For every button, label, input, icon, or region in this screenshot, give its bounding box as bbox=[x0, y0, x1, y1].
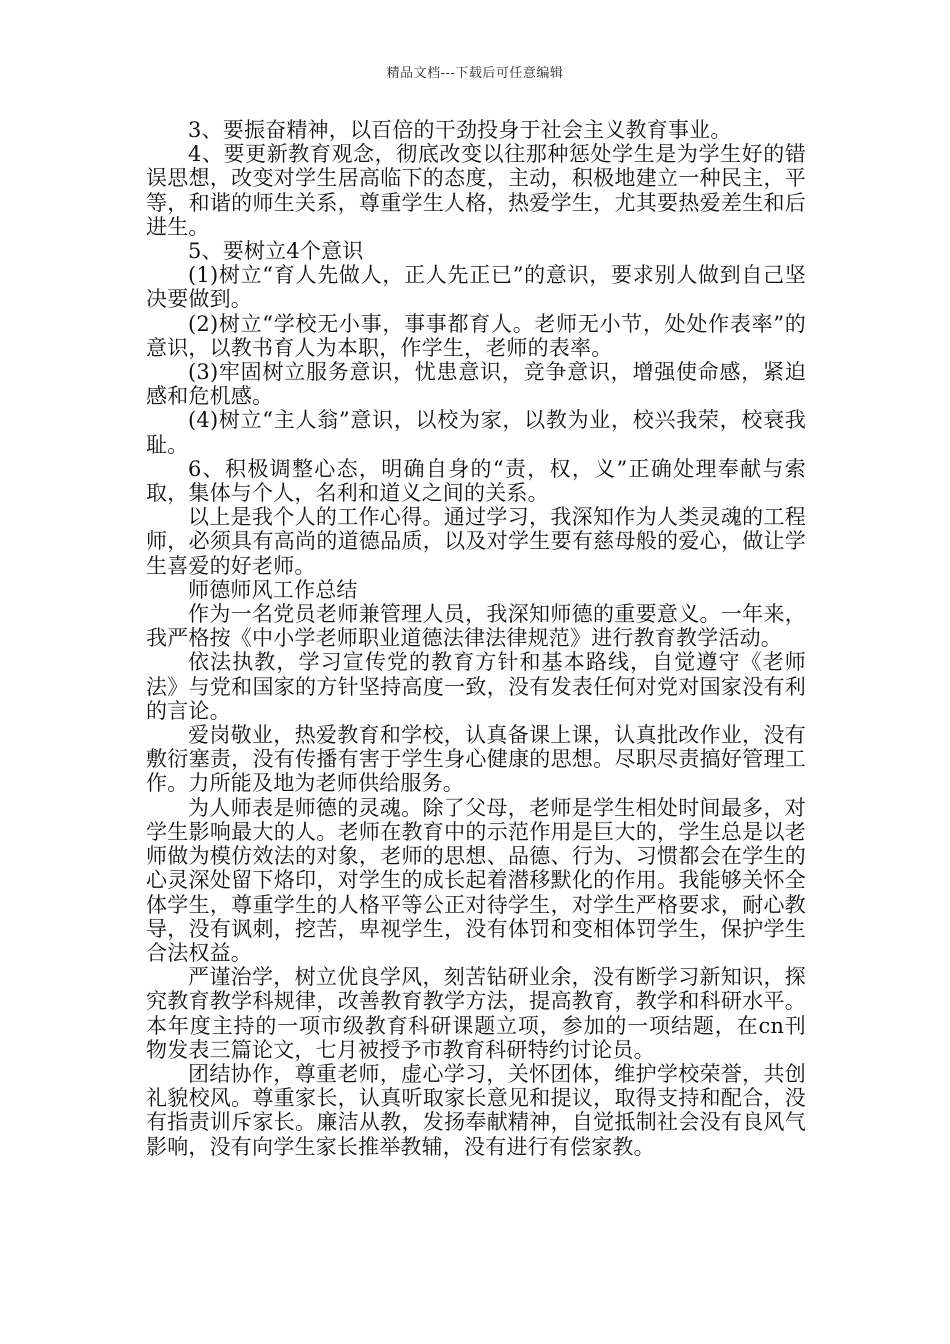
paragraph: (3)牢固树立服务意识，忧患意识，竞争意识，增强使命感，紧迫感和危机感。 bbox=[146, 360, 806, 409]
paragraph: 6、积极调整心态，明确自身的“责，权，义”正确处理奉献与索取，集体与个人，名利和道义之间的关系。 bbox=[146, 456, 806, 506]
paragraph: 以上是我个人的工作心得。通过学习，我深知作为人类灵魂的工程师，必须具有高尚的道德品质，以及对学生要有慈母般的爱心，做让学生喜爱的好老师。 bbox=[146, 505, 806, 578]
paragraph: 5、要树立4个意识 bbox=[188, 239, 364, 264]
section-heading: 师德师风工作总结 bbox=[188, 577, 358, 602]
paragraph: (1)树立“育人先做人，正人先正已”的意识，要求别人做到自己坚决要做到。 bbox=[146, 263, 806, 312]
paragraph: 4、要更新教育观念，彻底改变以往那种惩处学生是为学生好的错误思想，改变对学生居高临下的态度，主动，积极地建立一种民主，平等，和谐的师生关系，尊重学生人格，热爱学生，尤其要热爱差生和后进生。 bbox=[146, 142, 806, 239]
paragraph: (4)树立“主人翁”意识，以校为家，以教为业，校兴我荣，校衰我耻。 bbox=[146, 408, 806, 457]
paragraph: 3、要振奋精神，以百倍的干劲投身于社会主义教育事业。 bbox=[188, 118, 732, 142]
page-header: 精品文档---下载后可任意编辑 bbox=[386, 66, 564, 81]
paragraph: 作为一名党员老师兼管理人员，我深知师德的重要意义。一年来，我严格按《中小学老师职业道德法律法律规范》进行教育教学活动。 bbox=[146, 602, 806, 651]
document-body bbox=[146, 118, 806, 1159]
paragraph: 依法执教，学习宣传党的教育方针和基本路线，自觉遵守《老师法》与党和国家的方针坚持高度一致，没有发表任何对党对国家没有利的言论。 bbox=[146, 650, 806, 723]
paragraph: 爱岗敬业，热爱教育和学校，认真备课上课，认真批改作业，没有敷衍塞责，没有传播有害于学生身心健康的思想。尽职尽责搞好管理工作。力所能及地为老师供给服务。 bbox=[146, 723, 806, 796]
paragraph: 严谨治学，树立优良学风，刻苦钻研业余，没有断学习新知识，探究教育教学科规律，改善教育教学方法，提高教育，教学和科研水平。本年度主持的一项市级教育科研课题立项，参加的一项结题，在cn刊物发表三篇论文，七月被授予市教育科研特约讨论员。 bbox=[146, 965, 806, 1062]
paragraph: 团结协作，尊重老师，虚心学习，关怀团体，维护学校荣誉，共创礼貌校风。尊重家长，认真听取家长意见和提议，取得支持和配合，没有指责训斥家长。廉洁从教，发扬奉献精神，自觉抵制社会没有良风气影响，没有向学生家长推举教辅，没有进行有偿家教。 bbox=[146, 1061, 806, 1159]
paragraph: 为人师表是师德的灵魂。除了父母，老师是学生相处时间最多，对学生影响最大的人。老师在教育中的示范作用是巨大的，学生总是以老师做为模仿效法的对象，老师的思想、品德、行为、习惯都会在学生的心灵深处留下烙印，对学生的成长起着潜移默化的作用。我能够关怀全体学生，尊重学生的人格平等公正对待学生，对学生严格要求，耐心教导，没有讽刺，挖苦，卑视学生，没有体罚和变相体罚学生，保护学生合法权益。 bbox=[146, 795, 806, 965]
paragraph: (2)树立“学校无小事，事事都育人。老师无小节，处处作表率”的意识，以教书育人为本职，作学生，老师的表率。 bbox=[146, 311, 806, 360]
